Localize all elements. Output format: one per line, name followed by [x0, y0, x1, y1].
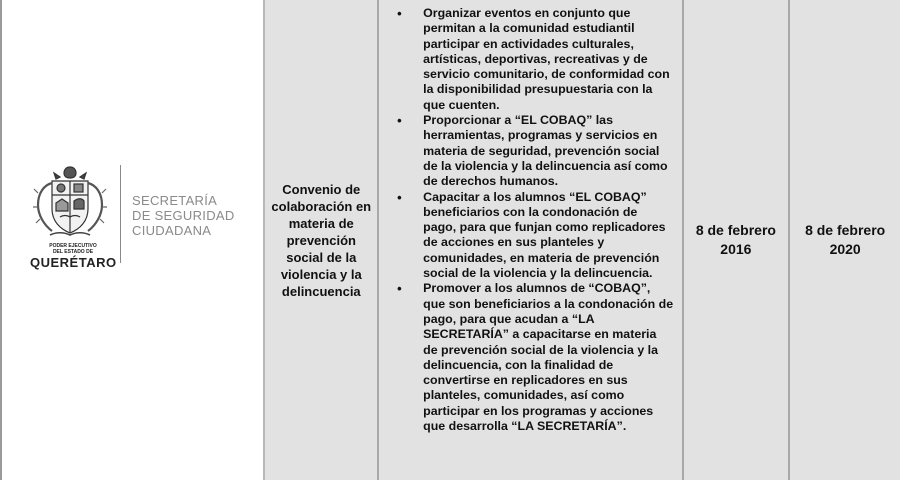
logo-cell — [2, 0, 265, 480]
obligation-item: • Proporcionar a “EL COBAQ” las herramientas, programas y servicios en materia de seguridad, prevención social de la violencia y la delincuencia así como de derechos humanos. — [389, 113, 673, 189]
obligations-list — [389, 6, 673, 434]
dept-line-2: DE SEGURIDAD — [132, 208, 235, 223]
obligation-item: • Capacitar a los alumnos “EL COBAQ” beneficiarios con la condonación de pago, para que funjan como replicadores de acciones en sus planteles y comunidades, en materia de prevención social de la violencia y la delincuencia. — [389, 190, 673, 282]
agreement-name: Convenio de colaboración en materia de prevención social de la violencia y la delincuencia — [271, 181, 372, 299]
institution-logo — [30, 163, 260, 273]
dept-line-1: SECRETARÍA — [132, 193, 218, 208]
end-date-cell — [790, 0, 900, 480]
department-name — [132, 193, 235, 238]
obligation-item: • Promover a los alumnos de “COBAQ”, que son beneficiarios a la condonación de pago, para que acudan a “LA SECRETARÍA” a capacitarse en materia de prevención social de la violencia y la delincuencia, con la finalidad de convertirse en replicadores en sus planteles, comunidades, así como participar en los programas y acciones que desarrolla “LA SECRETARÍA”. — [389, 281, 673, 434]
start-date-cell — [684, 0, 791, 480]
poder-line-2: DEL ESTADO DE — [52, 249, 94, 255]
logo-divider — [120, 165, 121, 263]
obligation-item: • Organizar eventos en conjunto que permitan a la comunidad estudiantil participar en actividades culturales, artísticas, deportivas, recreativas y de servicio comunitario, de conformidad con la disponibilidad presupuestaria con la que cuenten. — [389, 6, 673, 113]
start-date: 8 de febrero 2016 — [695, 222, 776, 257]
agreement-name-cell — [265, 0, 379, 480]
obligations-cell — [379, 0, 683, 480]
state-name: QUERÉTARO — [30, 255, 117, 270]
end-date: 8 de febrero 2020 — [805, 222, 886, 257]
dept-line-3: CIUDADANA — [132, 223, 212, 238]
state-coat-of-arms-icon — [30, 163, 110, 241]
issuer-caption — [34, 243, 112, 255]
poder-line-1: PODER EJECUTIVO — [49, 243, 97, 249]
